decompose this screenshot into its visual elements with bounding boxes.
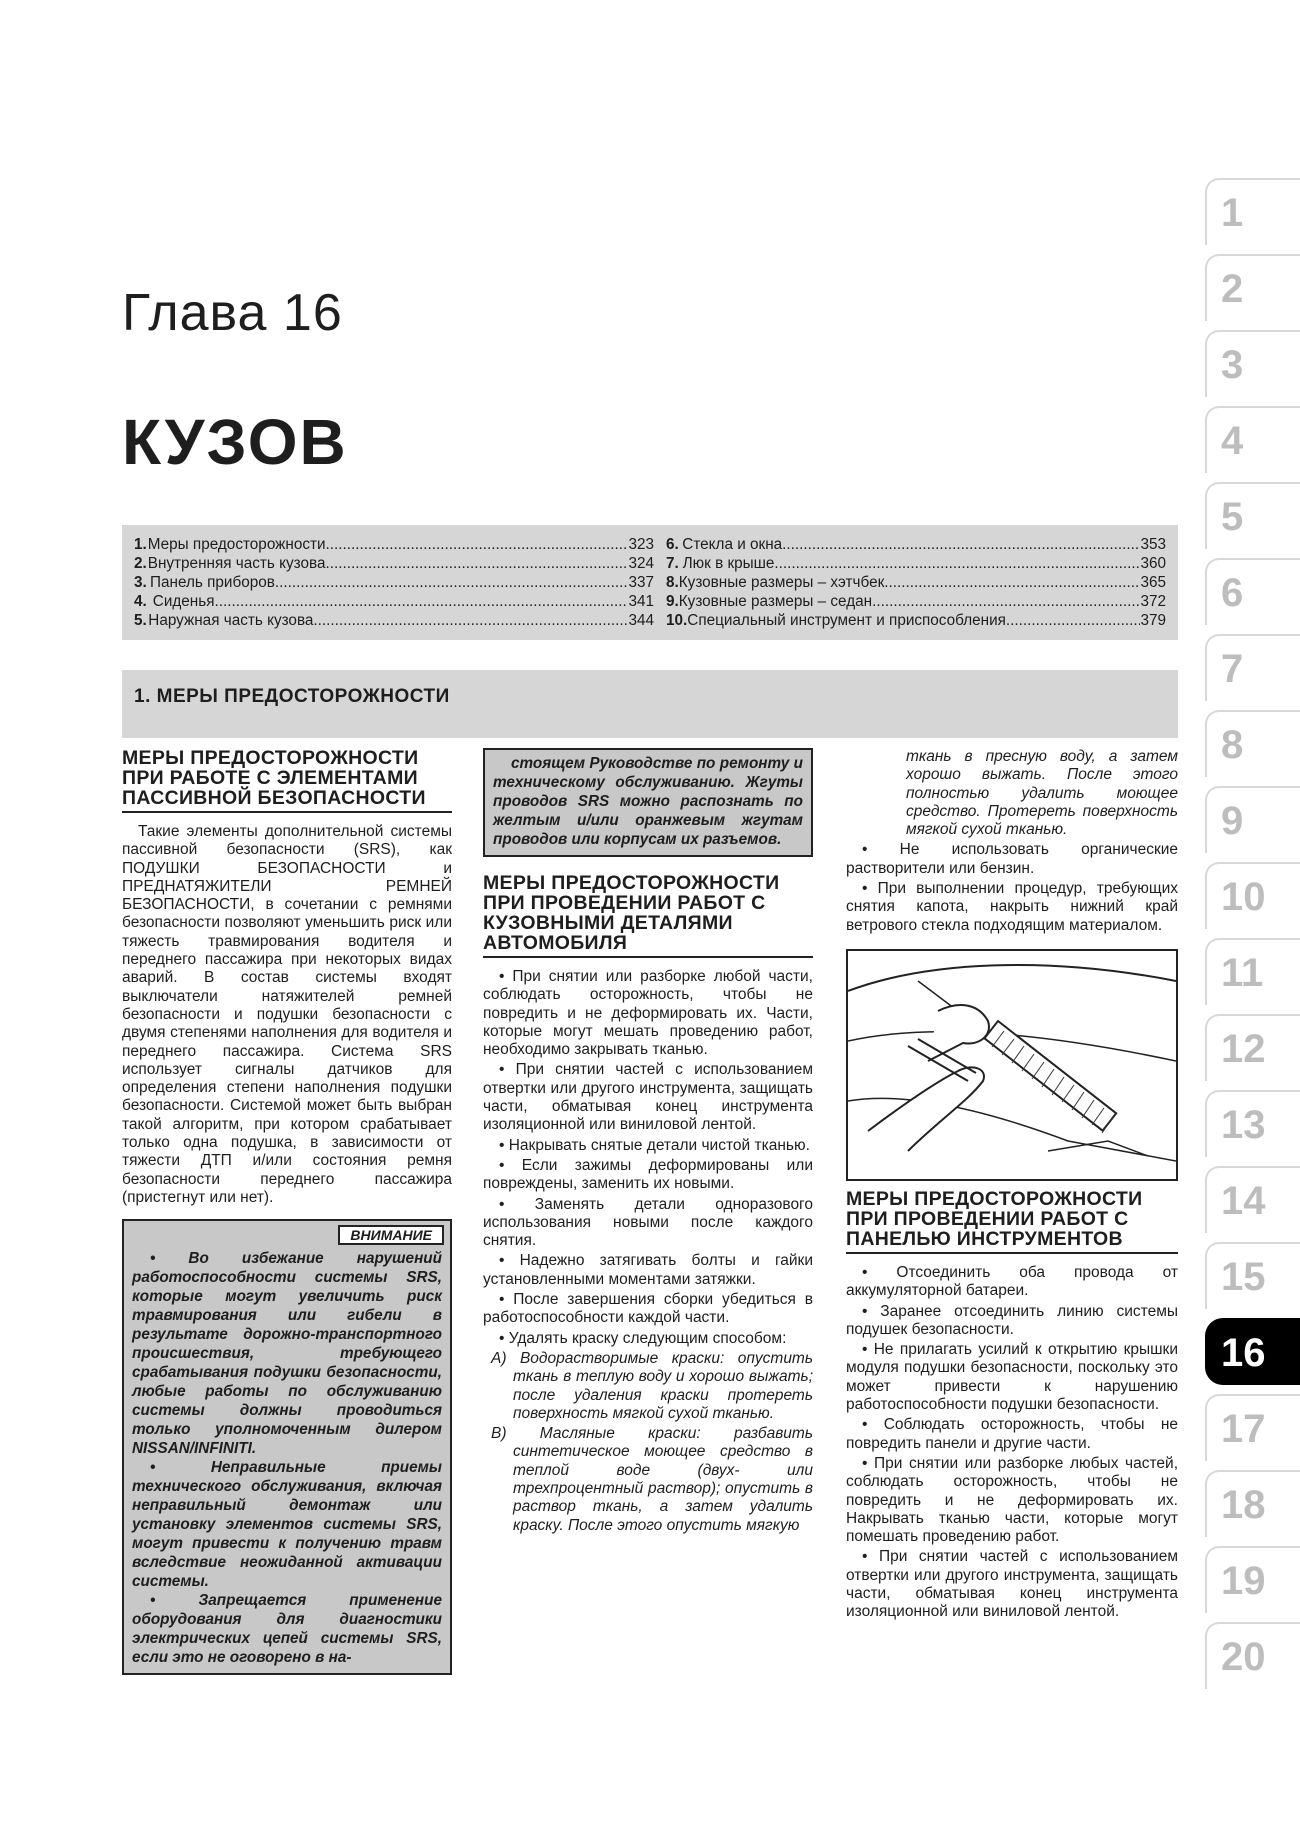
chapter-tab[interactable]: 13 [1205,1090,1300,1157]
toc-item[interactable] [666,573,1166,592]
column-3 [846,748,1178,1624]
windshield-cover-illustration [848,951,1176,1175]
toc-page: 323 [628,536,654,553]
warning-item: • Неправильные приемы технического обслуживания, включая неправильный демонтаж или установку элементов системы SRS, могут привести к получению травм вследствие неожиданной активации системы. [132,1459,442,1591]
warning-label: ВНИМАНИЕ [338,1225,444,1245]
toc-num: 4. [134,593,147,610]
col1-paragraph: Такие элементы дополнительной системы пассивной безопасности (SRS), как ПОДУШКИ БЕЗОПАСНОСТИ и ПРЕДНАТЯЖИТЕЛИ РЕМНЕЙ БЕЗОПАСНОСТИ, в сочетании с ремнями безопасности позволяют уменьшить риск или тяжесть травмирования водителя и переднего пассажира при некоторых видах аварий. В состав системы входят выключатели натяжителей ремней безопасности и подушки безопасности с двумя степенями наполнения для водителя и переднего пассажира. Система SRS использует сигналы датчиков для определения степени наполнения подушки безопасности. Системой может быть выбран такой алгоритм, при котором срабатывает только одна подушка, в зависимости от тяжести ДТП и/или состояния ремня безопасности переднего пассажира (пристегнут или нет). [122,823,452,1206]
chapter-tab[interactable]: 20 [1205,1622,1300,1689]
chapter-tab[interactable]: 3 [1205,330,1300,397]
bullet-item: • При снятии частей с использованием отвертки или другого инструмента, защищать части, обматывая конец инструмента изоляционной или виниловой лентой. [483,1061,813,1134]
toc-item[interactable] [134,592,654,611]
chapter-tab[interactable]: 19 [1205,1546,1300,1613]
chapter-tab[interactable]: 14 [1205,1166,1300,1233]
toc-leader [782,535,1140,554]
chapter-tab[interactable]: 1 [1205,178,1300,245]
chapter-tab[interactable]: 5 [1205,482,1300,549]
toc-title: Сиденья [152,593,215,610]
toc-item[interactable] [666,535,1166,554]
toc-page: 324 [628,555,654,572]
chapter-tab[interactable]: 8 [1205,710,1300,777]
toc-leader [872,592,1140,611]
chapter-tab[interactable]: 15 [1205,1242,1300,1309]
bullet-item: • При снятии или разборке любой части, соблюдать осторожность, чтобы не повредить и не деформировать их. Части, которые могут мешать проведению работ, необходимо закрывать тканью. [483,968,813,1059]
col3-heading: МЕРЫ ПРЕДОСТОРОЖНОСТИ ПРИ ПРОВЕДЕНИИ РАБОТ С ПАНЕЛЬЮ ИНСТРУМЕНТОВ [846,1189,1178,1254]
toc-leader [325,554,628,573]
chapter-tab[interactable]: 17 [1205,1394,1300,1461]
bullet-item: • Заменять детали одноразового использования новыми после каждого снятия. [483,1195,813,1250]
chapter-tab[interactable]: 4 [1205,406,1300,473]
toc-num: 7. [666,555,679,572]
chapter-label: Глава 16 [122,284,343,342]
bullet-item: • При снятии частей с использованием отвертки или другого инструмента, защищать части, обматывая конец инструмента изоляционной или виниловой лентой. [846,1548,1178,1621]
toc-page: 341 [628,593,654,610]
toc-item[interactable] [134,573,654,592]
toc-title: Кузовные размеры – седан [678,593,873,610]
bullet-item: • Надежно затягивать болты и гайки установленными моментами затяжки. [483,1252,813,1288]
warning-item: • Запрещается применение оборудования для диагностики электрических цепей системы SRS, если это не оговорено в на- [132,1592,442,1667]
column-1 [122,748,452,1675]
toc-page: 360 [1140,555,1166,572]
col1-heading: МЕРЫ ПРЕДОСТОРОЖНОСТИ ПРИ РАБОТЕ С ЭЛЕМЕНТАМИ ПАССИВНОЙ БЕЗОПАСНОСТИ [122,748,452,813]
toc-leader [884,573,1140,592]
toc-num: 1. [134,536,147,553]
toc-item[interactable] [666,592,1166,611]
column-2 [483,748,813,1537]
warning-item: • Во избежание нарушений работоспособности системы SRS, которые могут увеличить риск травмирования или гибели в результате дорожно-транспортного происшествия, требующего срабатывания подушки безопасности, любые работы по обслуживанию системы должны проводиться только уполномоченным дилером NISSAN/INFINITI. [132,1250,442,1458]
toc-leader [275,573,629,592]
chapter-tab[interactable]: 9 [1205,786,1300,853]
sub-item: В) Масляные краски: разбавить синтетическое моющее средство в теплой воде (двух- или трехпроцентный раствор); опустить в раствор ткань, а затем удалить краску. После этого опустить мягкую [491,1425,813,1534]
toc-num: 10. [666,612,688,629]
toc-item[interactable] [134,611,654,630]
bullet-item: • При выполнении процедур, требующих снятия капота, накрыть нижний край ветрового стекла подходящим материалом. [846,880,1178,934]
bullet-item: • Удалять краску следующим способом: [499,1329,787,1347]
toc-page: 372 [1140,593,1166,610]
toc-num: 3. [134,574,147,591]
bullet-item: • После завершения сборки убедиться в работоспособности каждой части. [483,1291,813,1327]
toc-num: 2. [134,555,147,572]
toc-title: Стекла и окна [682,536,783,553]
chapter-tab-active[interactable]: 16 [1205,1318,1300,1385]
col2-heading: МЕРЫ ПРЕДОСТОРОЖНОСТИ ПРИ ПРОВЕДЕНИИ РАБОТ С КУЗОВНЫМИ ДЕТАЛЯМИ АВТОМОБИЛЯ [483,873,813,958]
toc-item[interactable] [666,554,1166,573]
section-bar [122,670,1178,738]
sub-item: А) Водорастворимые краски: опустить ткань в теплую воду и хорошо выжать; после удаления краски протереть поверхность мягкой сухой тканью. [491,1349,813,1422]
section-title: 1. МЕРЫ ПРЕДОСТОРОЖНОСТИ [134,686,450,707]
bullet-item: • Соблюдать осторожность, чтобы не повредить панели и другие части. [846,1416,1178,1452]
chapter-tab[interactable]: 11 [1205,938,1300,1005]
chapter-tab[interactable]: 6 [1205,558,1300,625]
table-of-contents [122,525,1178,640]
toc-item[interactable] [134,535,654,554]
chapter-tab[interactable]: 18 [1205,1470,1300,1537]
toc-leader [774,554,1140,573]
toc-leader [215,592,629,611]
toc-leader [1006,611,1141,630]
bullet-item: • Отсоединить оба провода от аккумуляторной батареи. [846,1263,1178,1300]
toc-title: Люк в крыше [682,555,775,572]
toc-page: 365 [1140,574,1166,591]
bullet-item: • Заранее отсоединить линию системы подушек безопасности. [846,1302,1178,1338]
toc-page: 379 [1140,612,1166,629]
illustration [846,949,1178,1181]
bullet-item: • Не прилагать усилий к открытию крышки модуля подушки безопасности, поскольку это может привести к нарушению работоспособности подушки безопасности. [846,1341,1178,1414]
warning-box [122,1219,452,1675]
srs-note-text: стоящем Руководстве по ремонту и техническому обслуживанию. Жгуты проводов SRS можно распознать по желтым и/или оранжевым жгутам проводов или корпусам их разъемов. [493,755,803,848]
toc-page: 337 [628,574,654,591]
toc-title: Панель приборов [150,574,275,591]
bullet-item: • При снятии или разборке любых частей, соблюдать осторожность, чтобы не повредить и не деформировать их. Накрывать тканью части, которые могут помешать проведению работ. [846,1454,1178,1546]
toc-item[interactable] [134,554,654,573]
toc-num: 8. [666,574,679,591]
toc-leader [313,611,628,630]
toc-title: Меры предосторожности [147,536,326,553]
bullet-item: • Если зажимы деформированы или повреждены, заменить их новыми. [483,1156,813,1193]
toc-num: 9. [666,593,679,610]
bullet-item: • Не использовать органические растворители или бензин. [846,841,1178,877]
toc-page: 344 [628,612,654,629]
chapter-title: КУЗОВ [122,406,348,478]
toc-leader [326,535,629,554]
bullet-item: • Накрывать снятые детали чистой тканью. [499,1136,810,1154]
toc-title: Специальный инструмент и приспособления [687,612,1006,629]
chapter-tab[interactable]: 12 [1205,1014,1300,1081]
toc-num: 6. [666,536,679,553]
chapter-tab[interactable]: 7 [1205,634,1300,701]
toc-title: Наружная часть кузова [148,612,314,629]
toc-title: Внутренняя часть кузова [147,555,326,572]
toc-item[interactable] [666,611,1166,630]
toc-title: Кузовные размеры – хэтчбек [678,574,885,591]
srs-note-box [483,748,813,857]
chapter-tab[interactable]: 2 [1205,254,1300,321]
chapter-tab[interactable]: 10 [1205,862,1300,929]
continued-text: ткань в пресную воду, а затем хорошо выжать. После этого полностью удалить моющее средство. Протереть поверхность мягкой сухой тканью. [906,748,1178,839]
toc-page: 353 [1140,536,1166,553]
toc-num: 5. [134,612,147,629]
